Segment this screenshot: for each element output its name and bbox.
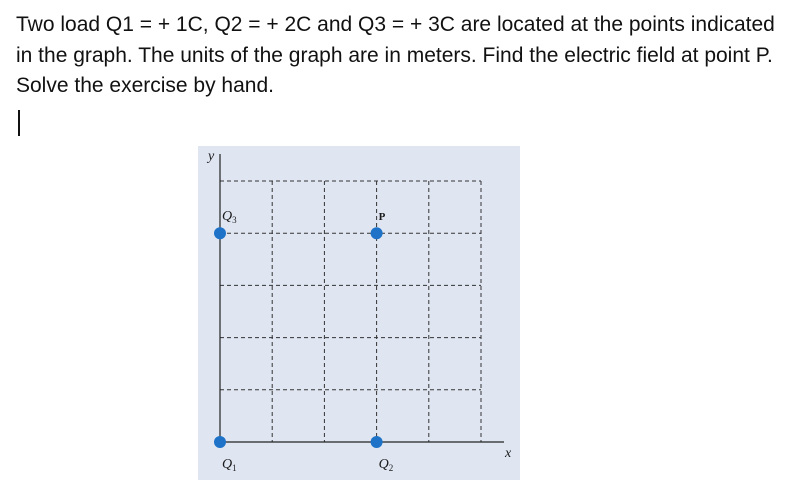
point-p <box>371 211 386 239</box>
diagram-canvas <box>198 146 520 480</box>
charge-dot-q1 <box>214 436 226 448</box>
x-axis-label: x <box>505 446 512 461</box>
label-q1: $Q_1$ <box>222 457 237 473</box>
label-q2: $Q_2$ <box>378 457 394 473</box>
label-p: P <box>378 211 386 224</box>
label-q3: $Q_3$ <box>222 209 237 226</box>
charge-dot-q3 <box>214 227 226 239</box>
y-axis-label: y <box>208 149 215 164</box>
charges <box>214 209 393 473</box>
charge-dot-p <box>371 227 383 239</box>
charge-diagram <box>198 146 520 480</box>
grid <box>220 181 481 442</box>
question-text: Two load Q1 = + 1C, Q2 = + 2C and Q3 = + 3C are located at the points indicated in the graph. The units of the graph are in meters. Find the electric field at point P. Solve the exercise by hand. <box>16 13 775 97</box>
point-q3 <box>214 209 237 239</box>
charge-dot-q2 <box>371 436 383 448</box>
text-cursor <box>18 110 20 136</box>
